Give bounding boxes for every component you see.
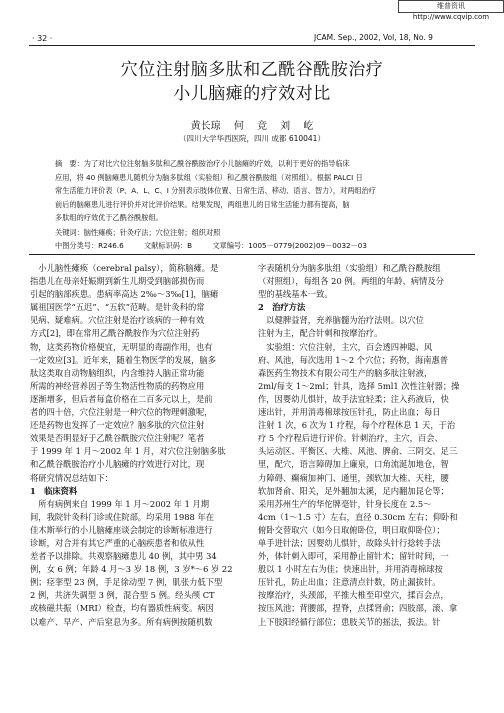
body-line: 采用苏州生产的华佗牌毫针，针身长度在 2.5～: [258, 498, 432, 509]
body-line: 般以 1 小时左右为佳；快速出针，并用消毒棉球按: [258, 564, 443, 575]
body-line: 府、风池，每次选用 1～2 个穴位；药物，海南惠普: [258, 354, 449, 365]
classification-line: [55, 241, 475, 251]
body-line: 压针孔，防止出血；注意清点针数，防止漏拔针。: [258, 577, 441, 588]
body-line: 和乙酰谷酰胺治疗小儿脑瘫的疗效进行对比，现: [30, 459, 205, 470]
body-line: 软加肾俞、阳关，足外翻加太溪，足内翻加昆仑等；: [258, 485, 449, 496]
body-line: 里，配穴，语言障碍加上廉泉，口角流涎加地仓，智: [258, 459, 449, 470]
page-number: · 32 ·: [32, 34, 53, 43]
author-affiliation: （四川大学华西医院，四川 成都 610041）: [179, 134, 325, 143]
body-line: 力障碍、癫痫加神门、通里，颈软加大椎、天柱，腰: [258, 472, 449, 483]
body-line: 以健脾益肾，充养脑髓为治疗法则。以穴位: [258, 315, 424, 326]
document-code: 文献标识码：B: [144, 241, 193, 250]
body-line: 速出针，并用消毒棉球按压针孔，防止出血；每日: [258, 407, 441, 418]
abstract-line: 前后的脑瘫患儿进行评价并对比评价结果。结果发现，两组患儿的日常生活能力都有提高，脑: [55, 199, 350, 209]
body-left-column: [30, 262, 246, 629]
abstract-divider: [29, 254, 475, 255]
abstract-line: 摘 要：为了对比穴位注射脑多肽和乙酰谷酰胺治疗小儿脑瘫的疗效，以利于更好的指导临床: [55, 159, 350, 168]
abstract: [55, 157, 455, 225]
section-heading-treatment: 2 治疗方法: [258, 302, 306, 313]
section-heading-clinical-data: 1 临床资料: [30, 485, 78, 496]
body-line: 疗 5 个疗程后进行评价。针刺治疗，主穴，百会、: [258, 433, 443, 444]
abstract-line: 常生活能力评价表（P、A、L、C、I 分别表示肢体位置、日常生活、移动、语言、智力），对两组治疗: [55, 186, 376, 195]
body-line: 物，这类药物价格便宜，无明显的毒副作用，也有: [30, 341, 213, 352]
body-line: 逐渐增多，但后者每盒价格在二百多元以上，是前: [30, 393, 213, 404]
body-line: （对照组），每组各 20 例。两组的年龄、病情及分: [258, 276, 444, 287]
body-line: 按摩治疗，头颈部，平推大椎至印堂穴，揉百会点，: [258, 590, 449, 601]
body-line: 于 1999 年 1 月～2002 年 1 月，对穴位注射脑多肽: [30, 446, 226, 457]
body-line: 例；痉挛型 23 例，手足徐动型 7 例，肌张力低下型: [30, 577, 223, 588]
body-line: 4cm（1～1.5 寸）左右，直径 0.30cm 左右；仰卧和: [258, 511, 458, 522]
body-line: 间，我院针灸科门诊或住院部。均采用 1988 年在: [30, 511, 215, 522]
body-line: 引起的脑部疾患。患病率高达 2‰～3‰[1]，脑瘫: [30, 289, 219, 300]
clc-number: 中图分类号：R246.6: [55, 241, 124, 250]
body-line: 作，因婴幼儿惧针，故手法宜轻柔；注入药液后，快: [258, 393, 449, 404]
body-line: 以难产、早产、产后窒息为多。所有病例按随机数: [30, 616, 213, 627]
body-line: 指患儿在母亲妊娠期到新生儿期受到脑部损伤而: [30, 276, 205, 287]
header-divider: [29, 45, 475, 46]
body-line: 还是药物也发挥了一定效应？脑多肽的穴位注射: [30, 420, 205, 431]
body-line: 属祖国医学“五迟”、“五软”范畴。是针灸科的常: [30, 302, 205, 313]
body-line: 外，体针刺入即可，采用静止留针术；留针时间，一: [258, 551, 449, 562]
body-line: 效果是否明显好于乙酰谷酰胺穴位注射呢？笔者: [30, 433, 205, 444]
abstract-line: 应用，将 40 例脑瘫患儿随机分为脑多肽组（实验组）和乙酰谷酰胺组（对照组）。根据 PALCI 日: [55, 172, 363, 182]
article-authors: 黄长琼 何 竞 刘 屹: [190, 121, 314, 132]
body-line: 佳木斯举行的小儿脑瘫座谈会制定的诊断标准进行: [30, 524, 213, 535]
abstract-line: 多肽组的疗效优于乙酰谷酰胺组。: [55, 213, 163, 222]
body-line: 肽这类取自动物脑组织，内含维持人脑正常功能: [30, 367, 205, 378]
body-line: 实验组：穴位注射，主穴，百会透四神聪、风: [258, 341, 433, 352]
body-line: 小儿脑性瘫痪（cerebral palsy），简称脑瘫。是: [30, 263, 219, 273]
body-line: 2ml/每支 1～2ml；针具，选择 5ml1 次性注射器；操: [258, 380, 460, 391]
keywords: 关键词：脑性瘫痪；针灸疗法；穴位注射；组织对照: [55, 228, 221, 237]
body-line: 方式[2]，即在常用乙酰谷酰胺作为穴位注射药: [30, 328, 200, 339]
body-line: 单手进针法；因婴幼儿惧针，故除头针行捻转手法: [258, 537, 441, 548]
body-line: 诊断，对合并有其它严重的心脑疾患者和依从性: [30, 537, 205, 548]
body-line: 2 例，共济失调型 3 例，混合型 5 例。经头颅 CT: [30, 590, 215, 601]
body-line: 注射为主，配合针刺和按摩治疗。: [258, 328, 383, 339]
body-line: 上下肢阳经循行部位；患肢关节的摇法，扳法。针: [258, 616, 441, 627]
body-line: 或核磁共振（MRI）检查，均有器质性病变。病因: [30, 603, 214, 614]
body-line: 差者予以排除。共观察脑瘫患儿 40 例，其中男 34: [30, 551, 217, 562]
body-line: 见病、疑难病。穴位注射是治疗该病的一种有效: [30, 315, 205, 326]
body-line: 头运动区、平衡区、大椎、风池、脾俞、三阴交、足三: [258, 446, 458, 457]
body-line: 所需的神经营养因子等生物活性物质的药物应用: [30, 380, 205, 391]
article-number: 文章编号：1005－0779(2002)09－0032－03: [212, 241, 367, 250]
body-right-column: [258, 262, 474, 629]
body-line: 森医药生物技术有限公司生产的脑多肽注射液，: [258, 367, 433, 378]
body-line: 按压风池；背腰部，捏脊，点揉肾俞；四肢部，滚、拿: [258, 603, 458, 614]
body-line: 将研究情况总结如下：: [30, 472, 113, 483]
body-line: 一定效应[3]。近年来，随着生物医学的发展，脑多: [30, 354, 216, 365]
article-title-line-2: 小儿脑瘫的疗效对比: [173, 84, 331, 104]
body-line: 例，女 6 例；年龄 4 月～3 岁 18 例，3 岁*～6 岁 22: [30, 564, 233, 575]
body-line: 所有病例来自 1999 年 1 月～2002 年 1 月期: [30, 498, 210, 509]
watermark-banner: 维普资讯 http://www.cqvip.com: [398, 0, 504, 13]
journal-citation: JCAM. Sep., 2002, Vol, 18, No. 9: [314, 33, 433, 42]
article-title-line-1: 穴位注射脑多肽和乙酰谷酰胺治疗: [120, 60, 384, 80]
body-line: 俯卧交替取穴（如今日取俯卧位，明日取仰卧位）；: [258, 524, 445, 535]
body-line: 者的四十倍，穴位注射是一种穴位的物理刺激呢，: [30, 407, 213, 418]
body-line: 注射 1 次，6 次为 1 疗程，每个疗程休息 1 天，于治: [258, 420, 456, 431]
body-line: 型的基线基本一致。: [258, 289, 333, 300]
body-line: 字表随机分为脑多肽组（实验组）和乙酰谷酰胺组: [258, 263, 441, 273]
